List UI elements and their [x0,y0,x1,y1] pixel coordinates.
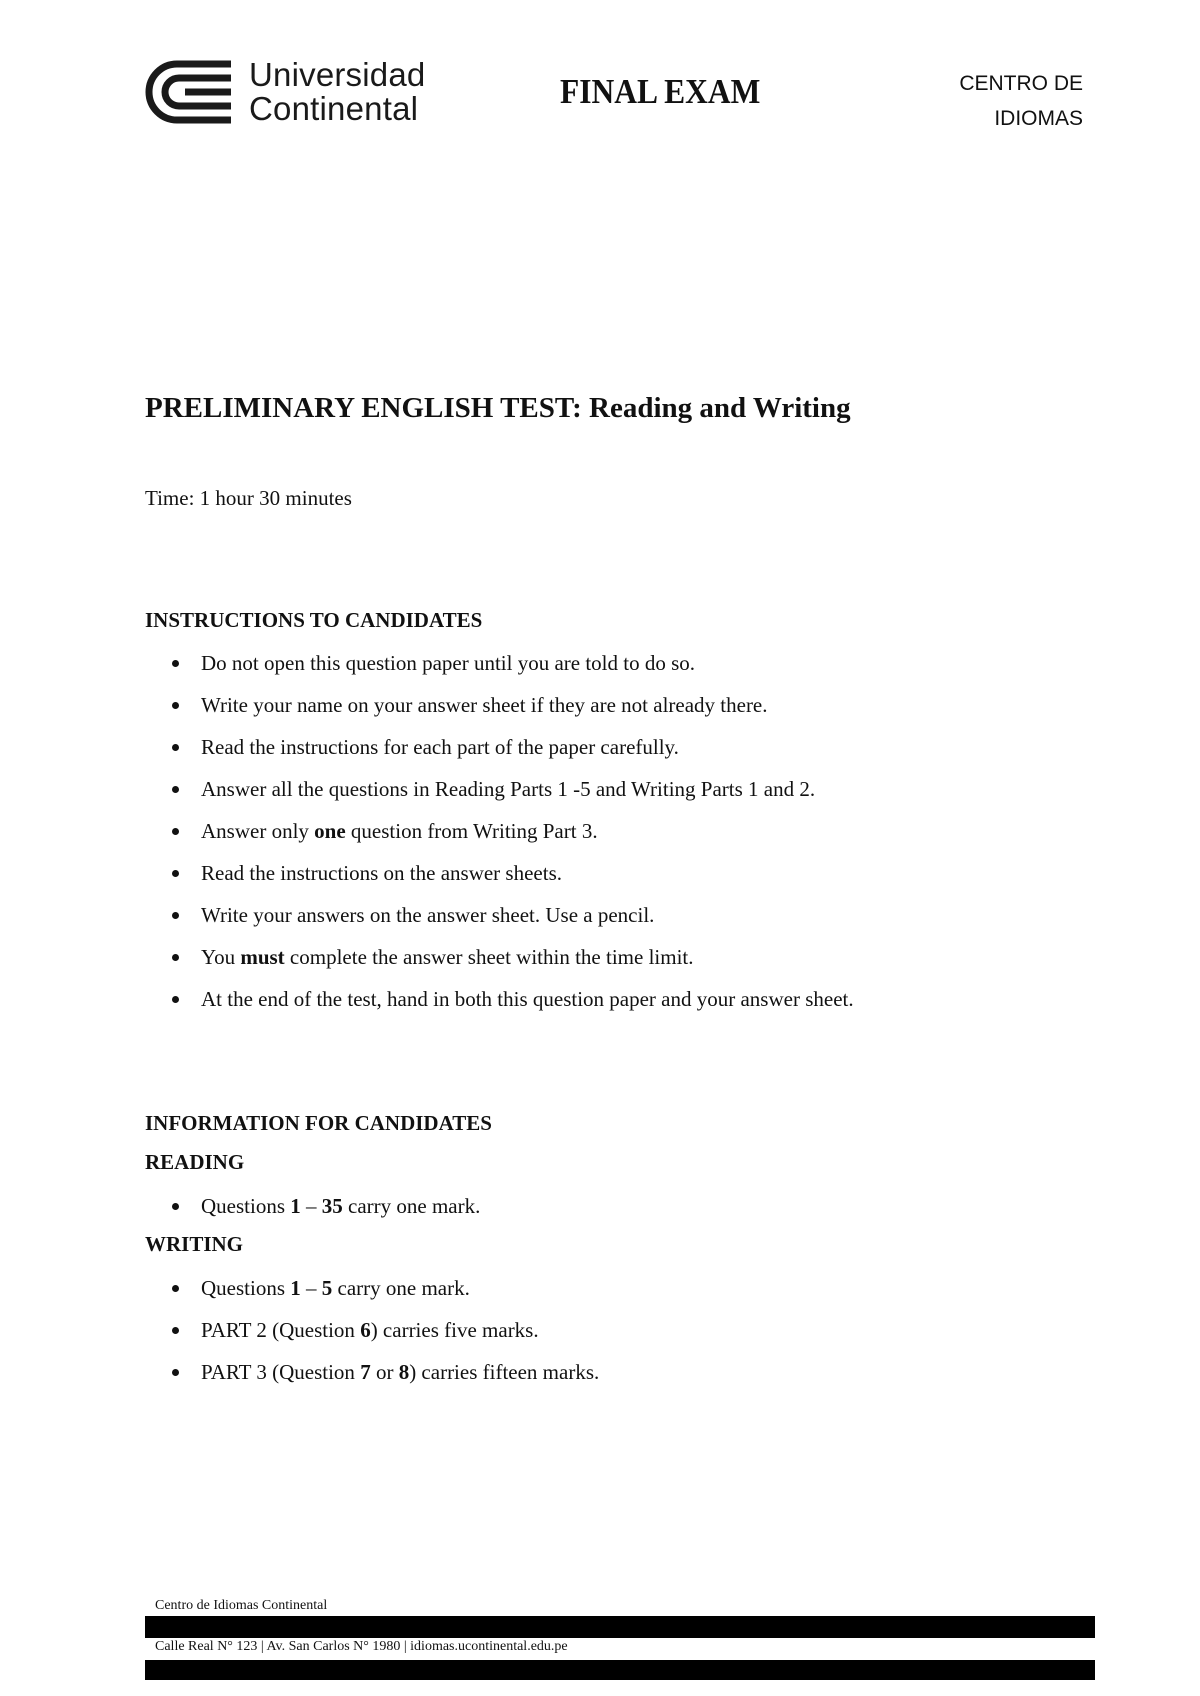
list-item [145,1276,599,1318]
information-heading: INFORMATION FOR CANDIDATES [145,1111,492,1135]
bold-text: one [314,819,346,843]
reading-list [145,1194,480,1236]
list-item [145,987,854,1029]
instructions-list [145,651,854,1029]
footer-bar-top [145,1616,1095,1638]
text-segment: ) carries five marks. [370,1318,539,1342]
text-segment: PART 2 (Question [201,1318,361,1342]
list-item [145,819,854,861]
text-segment: You [201,945,241,969]
list-item [145,777,854,819]
text-segment: PART 3 (Question [201,1360,361,1384]
list-item [145,735,854,777]
department-line-2: IDIOMAS [994,107,1083,130]
list-item [145,1194,480,1236]
text-segment: – [300,1276,322,1300]
writing-heading: WRITING [145,1232,244,1256]
footer-bar-bottom [145,1660,1095,1680]
text-segment: – [300,1194,322,1218]
bold-text: 1 [290,1194,301,1218]
university-logo [145,58,465,128]
time-limit: Time: 1 hour 30 minutes [145,486,352,510]
logo-line-2: Continental [249,90,419,127]
test-title: PRELIMINARY ENGLISH TEST: Reading and Writing [145,392,851,424]
continental-c-logo-icon [145,60,235,124]
text-segment: carry one mark. [332,1276,470,1300]
text-segment: Read the instructions on the answer sheets. [201,861,562,885]
bold-text: 6 [360,1318,371,1342]
text-segment: Answer only [201,819,315,843]
text-segment: Write your answers on the answer sheet. Use a pencil. [201,903,655,927]
text-segment: question from Writing Part 3. [345,819,598,843]
list-item [145,861,854,903]
bold-text: 8 [398,1360,410,1384]
footer-institution: Centro de Idiomas Continental [155,1598,328,1613]
text-segment: Do not open this question paper until you are told to do so. [201,651,696,675]
bold-text: 7 [360,1360,371,1384]
bold-text: 5 [321,1276,333,1300]
text-segment: Questions [201,1276,291,1300]
list-item [145,693,854,735]
text-segment: Write your name on your answer sheet if they are not already there. [201,693,768,717]
list-item [145,945,854,987]
text-segment: carry one mark. [342,1194,481,1218]
logo-line-1: Universidad [249,56,426,93]
text-segment: or [370,1360,399,1384]
text-segment: Read the instructions for each part of the paper carefully. [201,735,679,759]
list-item [145,1318,599,1360]
list-item [145,1360,599,1402]
page-header [0,0,1200,140]
list-item [145,651,854,693]
department-label [959,66,1083,136]
text-segment: complete the answer sheet within the time limit. [284,945,694,969]
text-segment: At the end of the test, hand in both this question paper and your answer sheet. [201,987,854,1011]
writing-list [145,1276,599,1402]
list-item [145,903,854,945]
bold-text: 1 [290,1276,301,1300]
footer-address: Calle Real N° 123 | Av. San Carlos N° 1980 | idiomas.ucontinental.edu.pe [155,1639,568,1654]
text-segment: Answer all the questions in Reading Parts 1 -5 and Writing Parts 1 and 2. [201,777,816,801]
text-segment: ) carries fifteen marks. [409,1360,600,1384]
department-line-1: CENTRO DE [959,72,1083,95]
logo-wordmark [249,58,425,126]
bold-text: must [240,945,285,969]
bold-text: 35 [321,1194,343,1218]
reading-heading: READING [145,1150,245,1174]
instructions-heading: INSTRUCTIONS TO CANDIDATES [145,608,483,632]
exam-title: FINAL EXAM [560,72,761,111]
text-segment: Questions [201,1194,291,1218]
